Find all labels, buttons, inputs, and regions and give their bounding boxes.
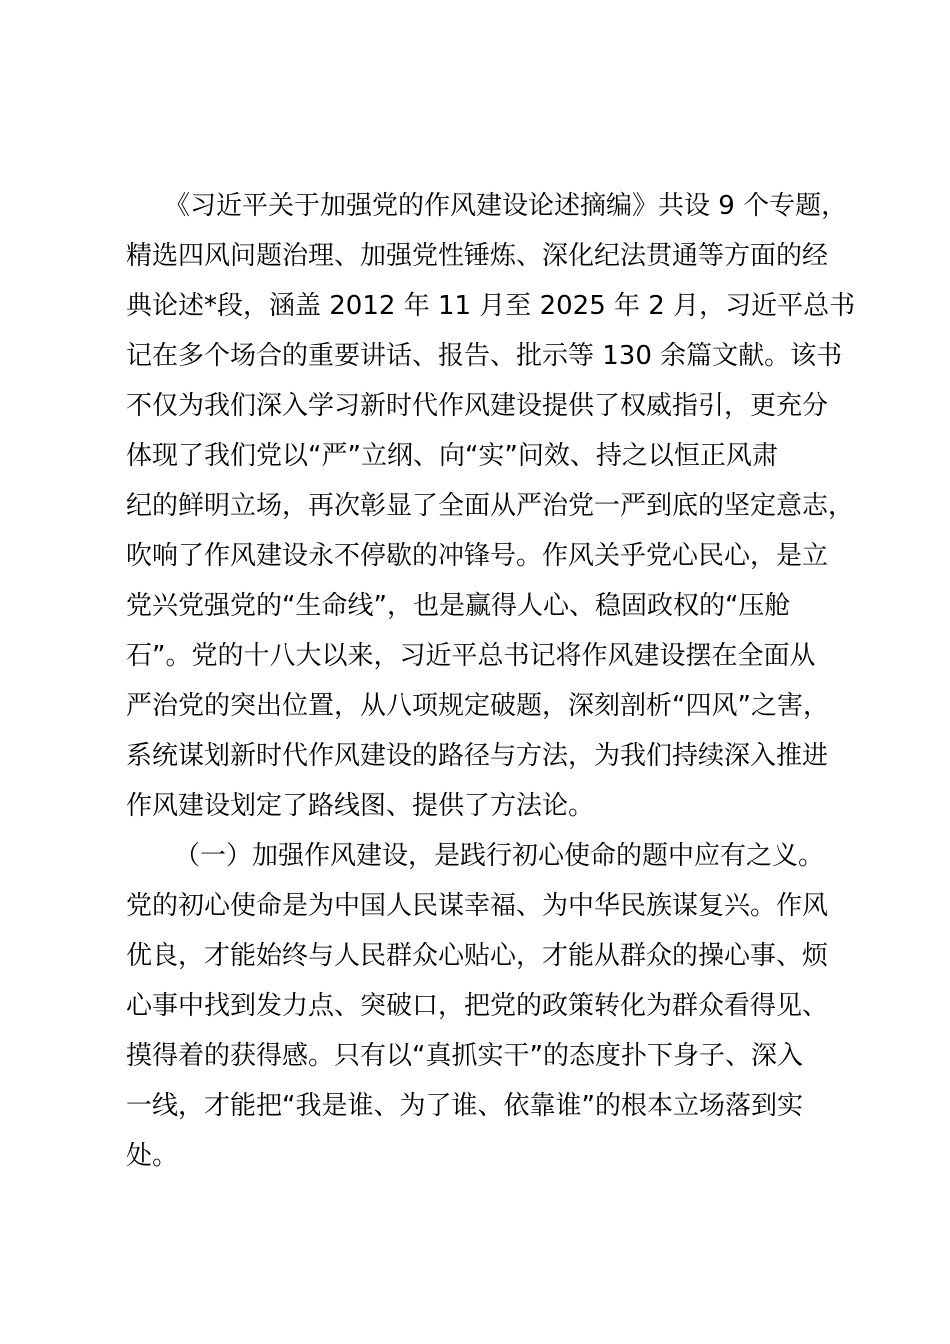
text-line: 精选四风问题治理、加强党性锤炼、深化纪法贯通等方面的经 xyxy=(126,241,829,271)
text-line: 典论述*段，涵盖 2012 年 11 月至 2025 年 2 月，习近平总书 xyxy=(126,291,856,321)
text-line: 系统谋划新时代作风建设的路径与方法，为我们持续深入推进 xyxy=(126,741,829,771)
text-line: 记在多个场合的重要讲话、报告、批示等 130 余篇文献。该书 xyxy=(126,341,843,371)
text-line: 石”。党的十八大以来，习近平总书记将作风建设摆在全面从 xyxy=(126,641,816,671)
text-line: 党的初心使命是为中国人民谋幸福、为中华民族谋复兴。作风 xyxy=(126,891,829,921)
text-line: 《习近平关于加强党的作风建设论述摘编》共设 9 个专题， xyxy=(164,191,848,221)
text-line: 处。 xyxy=(126,1141,179,1171)
text-line: 摸得着的获得感。只有以“真抓实干”的态度扑下身子、深入 xyxy=(126,1041,803,1071)
text-line: 心事中找到发力点、突破口，把党的政策转化为群众看得见、 xyxy=(126,991,829,1021)
text-line: （一）加强作风建设，是践行初心使命的题中应有之义。 xyxy=(174,841,825,871)
text-line: 作风建设划定了路线图、提供了方法论。 xyxy=(126,791,595,821)
text-line: 体现了我们党以“严”立纲、向“实”问效、持之以恒正风肃 xyxy=(126,441,778,471)
text-line: 党兴党强党的“生命线”，也是赢得人心、稳固政权的“压舱 xyxy=(126,591,791,621)
text-line: 严治党的突出位置，从八项规定破题，深刻剖析“四风”之害， xyxy=(126,691,829,721)
text-line: 吹响了作风建设永不停歇的冲锋号。作风关乎党心民心，是立 xyxy=(126,541,829,571)
text-line: 优良，才能始终与人民群众心贴心，才能从群众的操心事、烦 xyxy=(126,941,829,971)
text-line: 一线，才能把“我是谁、为了谁、依靠谁”的根本立场落到实 xyxy=(126,1091,803,1121)
text-line: 纪的鲜明立场，再次彰显了全面从严治党一严到底的坚定意志， xyxy=(126,491,855,521)
text-line: 不仅为我们深入学习新时代作风建设提供了权威指引，更充分 xyxy=(126,391,829,421)
